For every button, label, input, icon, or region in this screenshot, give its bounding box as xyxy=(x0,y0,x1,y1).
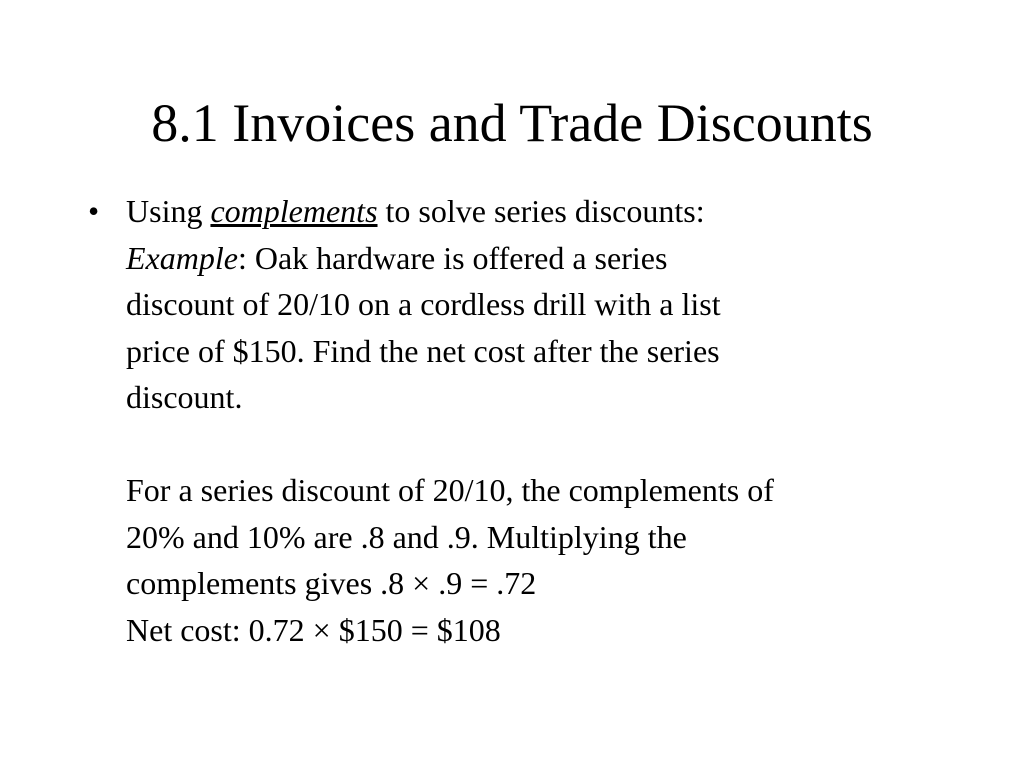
solution-line-3: complements gives .8 × .9 = .72 xyxy=(126,565,537,601)
net-cost-line: Net cost: 0.72 × $150 = $108 xyxy=(126,611,501,648)
example-line-3: price of $150. Find the net cost after the series xyxy=(126,332,720,369)
bullet-marker: • xyxy=(88,193,100,229)
solution-line-2: 20% and 10% are .8 and .9. Multiplying the xyxy=(126,518,687,555)
intro-prefix: Using xyxy=(126,193,211,229)
slide-title: 8.1 Invoices and Trade Discounts xyxy=(151,93,873,153)
example-first-line-rest: : Oak hardware is offered a series xyxy=(237,239,668,276)
bullet-item xyxy=(88,188,968,653)
example-line-1 xyxy=(126,235,968,282)
intro-suffix: to solve series discounts: xyxy=(377,193,705,229)
example-line-2: discount of 20/10 on a cordless drill with a list xyxy=(126,286,721,322)
spacer xyxy=(126,421,968,468)
solution-line-1: For a series discount of 20/10, the complements of xyxy=(126,472,774,508)
example-label: Example xyxy=(126,239,238,276)
intro-line xyxy=(126,188,968,235)
example-line-4: discount. xyxy=(126,379,243,415)
complements-keyword: complements xyxy=(210,193,378,229)
slide-body xyxy=(88,188,968,653)
